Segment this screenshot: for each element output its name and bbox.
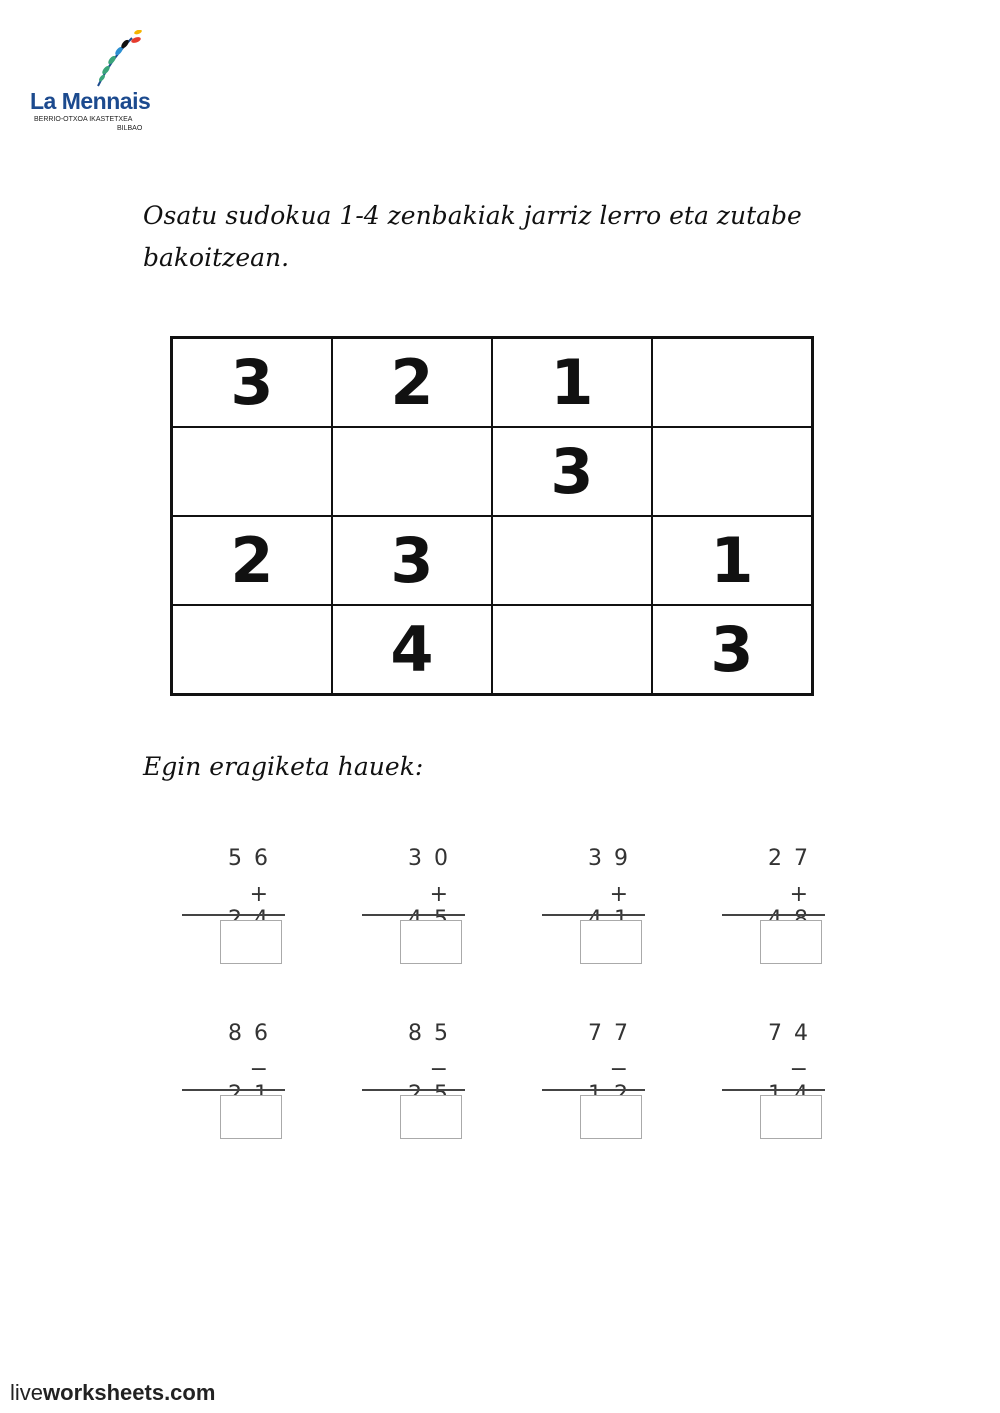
result-line <box>362 914 465 916</box>
operator-sign: + <box>249 882 280 907</box>
sudoku-cell: 3 <box>492 427 652 516</box>
operator-sign: − <box>789 1057 820 1082</box>
leaf-branch-icon <box>92 30 152 90</box>
operand-top: 77 <box>588 1021 640 1046</box>
operand-top: 74 <box>768 1021 820 1046</box>
answer-box[interactable] <box>580 920 642 964</box>
sudoku-grid <box>170 336 814 696</box>
sudoku-cell: 3 <box>332 516 492 605</box>
result-line <box>362 1089 465 1091</box>
sudoku-cell: 3 <box>652 605 813 695</box>
operator-sign: + <box>789 882 820 907</box>
logo-name: La Mennais <box>30 88 151 114</box>
sudoku-row <box>172 516 813 605</box>
answer-box[interactable] <box>760 1095 822 1139</box>
school-logo <box>30 30 160 140</box>
answer-box[interactable] <box>580 1095 642 1139</box>
sudoku-row <box>172 338 813 428</box>
result-line <box>182 914 285 916</box>
sudoku-cell-empty[interactable] <box>172 427 333 516</box>
sudoku-cell: 3 <box>172 338 333 428</box>
answer-box[interactable] <box>760 920 822 964</box>
answer-box[interactable] <box>220 1095 282 1139</box>
sudoku-cell: 1 <box>492 338 652 428</box>
footer-brand <box>10 1380 215 1406</box>
result-line <box>722 1089 825 1091</box>
answer-box[interactable] <box>400 1095 462 1139</box>
sudoku-cell: 2 <box>332 338 492 428</box>
sudoku-row <box>172 605 813 695</box>
sudoku-cell-empty[interactable] <box>652 338 813 428</box>
operand-top: 39 <box>588 846 640 871</box>
answer-box[interactable] <box>220 920 282 964</box>
operations-instruction: Egin eragiketa hauek: <box>143 752 424 781</box>
sudoku-row <box>172 427 813 516</box>
operation <box>160 840 340 955</box>
operator-sign: + <box>609 882 640 907</box>
operation <box>340 1015 520 1130</box>
operation <box>340 840 520 955</box>
operand-top: 85 <box>408 1021 460 1046</box>
logo-city: BILBAO <box>117 125 143 132</box>
footer-brand-name: worksheets.com <box>43 1380 216 1405</box>
result-line <box>722 914 825 916</box>
operator-sign: − <box>609 1057 640 1082</box>
operations-grid <box>160 840 880 1130</box>
sudoku-cell-empty[interactable] <box>332 427 492 516</box>
operation <box>520 1015 700 1130</box>
operand-top: 27 <box>768 846 820 871</box>
operand-top: 56 <box>228 846 280 871</box>
operand-top: 86 <box>228 1021 280 1046</box>
answer-box[interactable] <box>400 920 462 964</box>
sudoku-cell: 2 <box>172 516 333 605</box>
sudoku-cell-empty[interactable] <box>492 605 652 695</box>
sudoku-cell: 1 <box>652 516 813 605</box>
sudoku-cell-empty[interactable] <box>172 605 333 695</box>
sudoku-instruction: Osatu sudokua 1-4 zenbakiak jarriz lerro eta zutabe bakoitzean. <box>143 201 802 272</box>
result-line <box>182 1089 285 1091</box>
operator-sign: − <box>429 1057 460 1082</box>
sudoku-cell-empty[interactable] <box>492 516 652 605</box>
result-line <box>542 1089 645 1091</box>
operator-sign: + <box>429 882 460 907</box>
result-line <box>542 914 645 916</box>
operation <box>520 840 700 955</box>
sudoku-cell-empty[interactable] <box>652 427 813 516</box>
logo-subtitle: BERRIO-OTXOA IKASTETXEA <box>34 116 133 123</box>
operation <box>160 1015 340 1130</box>
operand-top: 30 <box>408 846 460 871</box>
sudoku-cell: 4 <box>332 605 492 695</box>
operation <box>700 1015 880 1130</box>
operation <box>700 840 880 955</box>
footer-prefix: live <box>10 1380 44 1405</box>
operator-sign: − <box>249 1057 280 1082</box>
